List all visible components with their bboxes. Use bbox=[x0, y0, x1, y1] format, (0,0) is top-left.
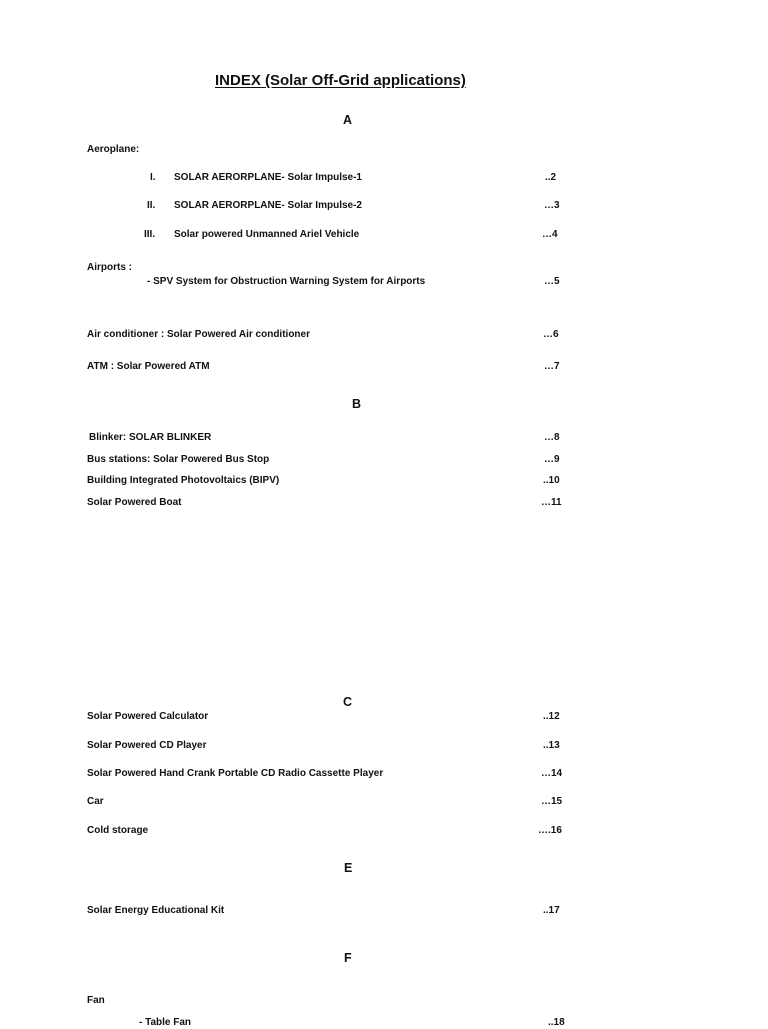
page-number: …6 bbox=[543, 329, 559, 340]
numeral: I. bbox=[150, 172, 156, 183]
index-entry-label: Solar Energy Educational Kit bbox=[87, 905, 225, 916]
airports-heading: Airports : bbox=[87, 262, 132, 273]
page-number: ..18 bbox=[548, 1017, 565, 1028]
index-entry-label: Cold storage bbox=[87, 825, 149, 836]
page-number: ..10 bbox=[543, 475, 560, 486]
section-letter-f: F bbox=[344, 951, 352, 965]
page-number: …3 bbox=[544, 200, 560, 211]
index-entry-label: - SPV System for Obstruction Warning System for Airports bbox=[147, 276, 426, 287]
index-entry-label: Bus stations: Solar Powered Bus Stop bbox=[87, 454, 270, 465]
page-number: ..13 bbox=[543, 740, 560, 751]
index-entry-label: Solar powered Unmanned Ariel Vehicle bbox=[174, 229, 360, 240]
index-entry-label: Building Integrated Photovoltaics (BIPV) bbox=[87, 475, 280, 486]
numeral: III. bbox=[144, 229, 156, 240]
section-letter-c: C bbox=[343, 695, 353, 709]
page-number: ..17 bbox=[543, 905, 560, 916]
index-entry-label: Blinker: SOLAR BLINKER bbox=[89, 432, 212, 443]
page-number: …14 bbox=[541, 768, 563, 779]
page-number: …5 bbox=[544, 276, 560, 287]
page-number: …7 bbox=[544, 361, 560, 372]
index-entry-label: SOLAR AERORPLANE- Solar Impulse-1 bbox=[174, 172, 362, 183]
page-number: ..12 bbox=[543, 711, 560, 722]
section-letter-e: E bbox=[344, 861, 353, 875]
page-number: …11 bbox=[541, 497, 562, 508]
page-number: …4 bbox=[542, 229, 558, 240]
index-entry-label: Car bbox=[87, 796, 104, 807]
page-number: …9 bbox=[544, 454, 560, 465]
page-number: ….16 bbox=[538, 825, 562, 836]
index-entry-label: Air conditioner : Solar Powered Air conditioner bbox=[87, 329, 310, 340]
index-entry-label: Solar Powered Hand Crank Portable CD Radio Cassette Player bbox=[87, 768, 384, 779]
page-title: INDEX (Solar Off-Grid applications) bbox=[215, 72, 466, 89]
index-entry-label: Solar Powered Boat bbox=[87, 497, 182, 508]
page-number: …8 bbox=[544, 432, 560, 443]
aeroplane-heading: Aeroplane: bbox=[87, 144, 140, 155]
page-number: …15 bbox=[541, 796, 563, 807]
numeral: II. bbox=[147, 200, 156, 211]
section-letter-b: B bbox=[352, 397, 362, 411]
index-entry-label: ATM : Solar Powered ATM bbox=[87, 361, 210, 372]
index-entry-label: - Table Fan bbox=[139, 1017, 192, 1028]
section-letter-a: A bbox=[343, 113, 353, 127]
page-number: ..2 bbox=[545, 172, 557, 183]
index-entry-label: Solar Powered Calculator bbox=[87, 711, 209, 722]
fan-heading: Fan bbox=[87, 995, 105, 1006]
index-entry-label: Solar Powered CD Player bbox=[87, 740, 207, 751]
index-entry-label: SOLAR AERORPLANE- Solar Impulse-2 bbox=[174, 200, 362, 211]
